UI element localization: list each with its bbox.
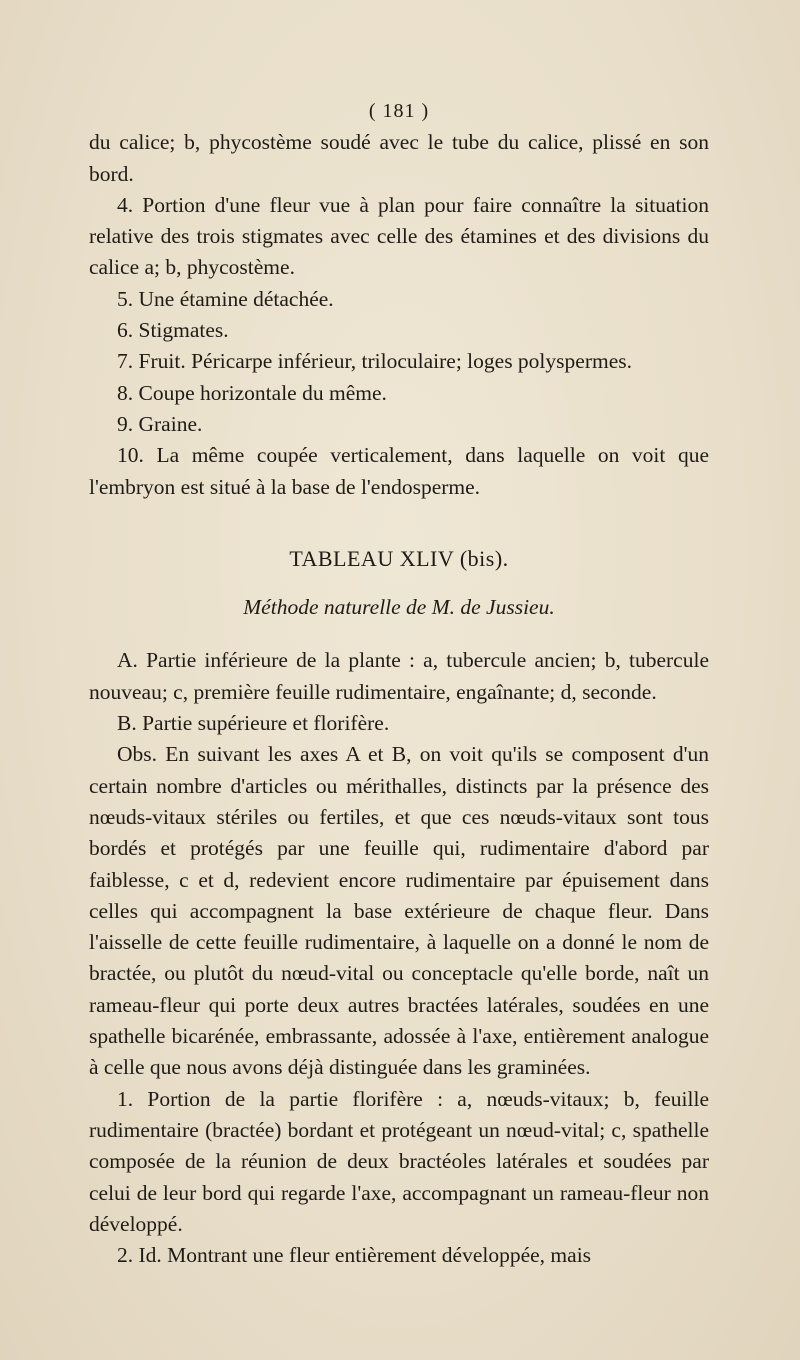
paragraph-item-8: 8. Coupe horizontale du même. bbox=[117, 380, 387, 405]
paragraph-item-6: 6. Stigmates. bbox=[117, 318, 229, 343]
paragraph-item-4: 4. Portion d'une fleur vue à plan pour faire connaître la situation relative des trois stigmates avec celle des étamines et des divisions du calice a; b, phycostème. bbox=[89, 192, 709, 280]
paragraph-item-9: 9. Graine. bbox=[117, 411, 203, 436]
paragraph-item-2: 2. Id. Montrant une fleur entièrement développée, mais bbox=[117, 1243, 592, 1268]
paragraph-obs: Obs. En suivant les axes A et B, on voit qu'ils se composent d'un certain nombre d'articles ou mérithalles, distincts par la présence des nœuds-vitaux stériles ou fertiles, et que ces nœuds-vitaux sont tous bordés et protégés par une feuille qui, rudimentaire d'abord par faiblesse, c et d, redevient encore rudimentaire par épuisement dans celles qui accompagnent la base extérieure de chaque fleur. Dans l'aisselle de cette feuille rudimentaire, à laquelle on a donné le nom de bractée, ou plutôt du nœud-vital ou conceptacle qu'elle borde, naît un rameau-fleur qui porte deux autres bractées latérales, soudées en une spathelle bicarénée, embrassante, adossée à l'axe, entièrement analogue à celle que nous avons déjà distinguée dans les graminées. bbox=[89, 742, 709, 1080]
paragraph-item-1: 1. Portion de la partie florifère : a, nœuds-vitaux; b, feuille rudimentaire (bractée) bordant et protégeant un nœud-vital; c, spathelle composée de la réunion de deux bractéoles latérales et soudées par celui de leur bord qui regarde l'axe, accompagnant un rameau-fleur non développé. bbox=[89, 1086, 709, 1236]
paragraph-item-7: 7. Fruit. Péricarpe inférieur, triloculaire; loges polyspermes. bbox=[117, 349, 632, 374]
section-subtitle: Méthode naturelle de M. de Jussieu. bbox=[243, 595, 555, 620]
page-number: ( 181 ) bbox=[368, 100, 430, 122]
paragraph-calice-continuation: du calice; b, phycostème soudé avec le tube du calice, plissé en son bord. bbox=[89, 130, 709, 186]
paragraph-item-10: 10. La même coupée verticalement, dans laquelle on voit que l'embryon est situé à la base de l'endosperme. bbox=[89, 443, 709, 499]
paragraph-item-A: A. Partie inférieure de la plante : a, tubercule ancien; b, tubercule nouveau; c, première feuille rudimentaire, engaînante; d, seconde. bbox=[89, 648, 709, 704]
paragraph-item-B: B. Partie supérieure et florifère. bbox=[117, 711, 390, 736]
section-title: TABLEAU XLIV (bis). bbox=[289, 545, 509, 571]
paragraph-item-5: 5. Une étamine détachée. bbox=[117, 286, 334, 311]
page-text bbox=[89, 96, 709, 1271]
